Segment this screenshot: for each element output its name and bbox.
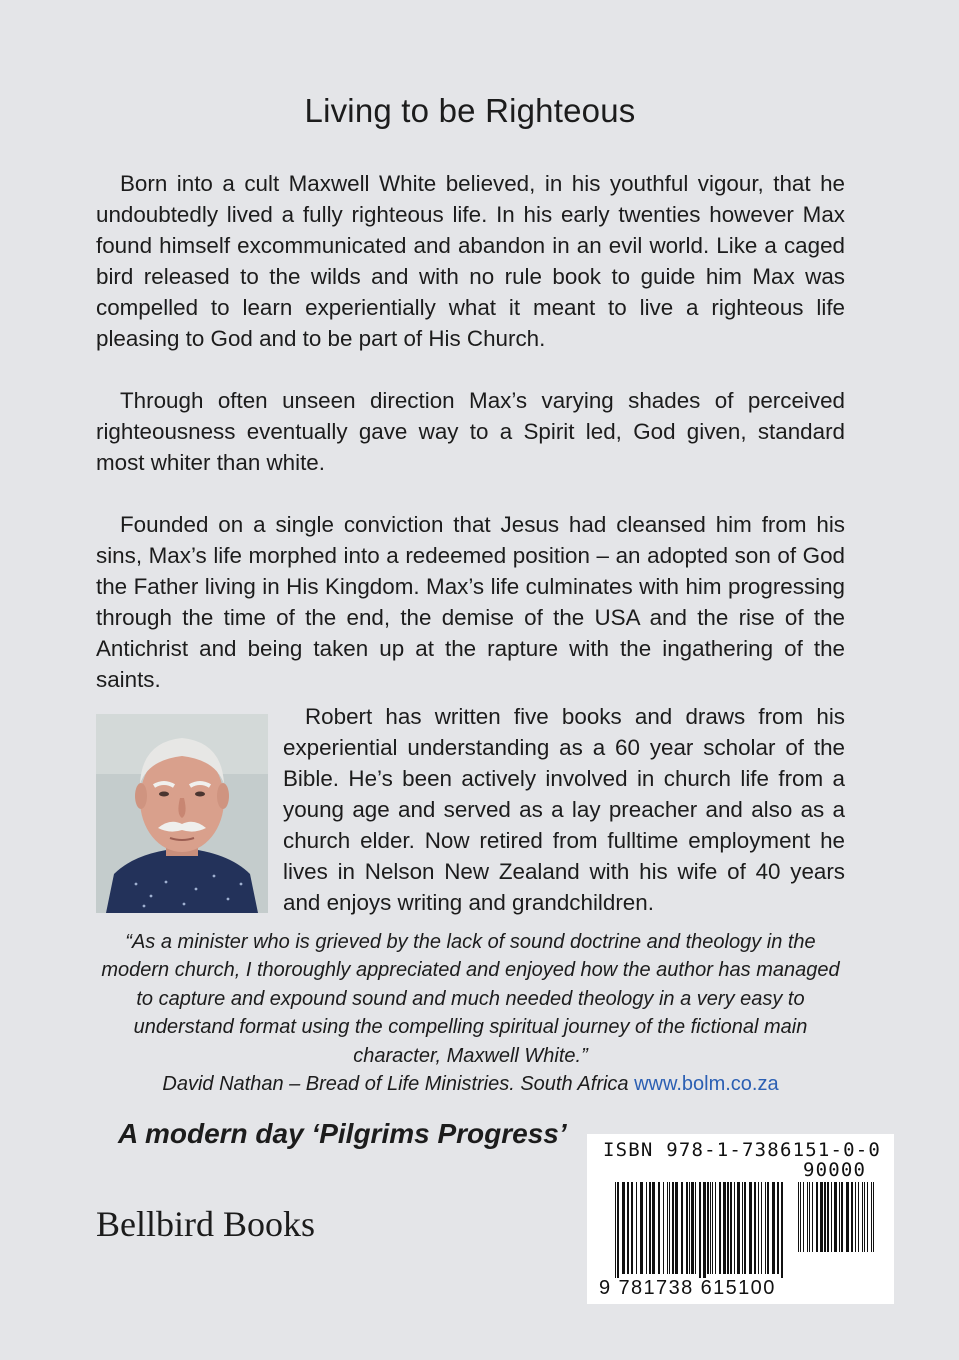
attribution-text: David Nathan – Bread of Life Ministries. South Africa bbox=[162, 1073, 635, 1095]
ean-digits: 9 781738 615100 bbox=[599, 1277, 776, 1299]
publisher-name: Bellbird Books bbox=[96, 1204, 316, 1244]
barcode-bar bbox=[867, 1182, 868, 1252]
barcode-bar bbox=[873, 1182, 874, 1252]
barcode-bar bbox=[831, 1182, 832, 1252]
barcode-bar bbox=[737, 1182, 740, 1274]
barcode-bar bbox=[744, 1182, 746, 1274]
addon-bars bbox=[798, 1182, 878, 1252]
barcode-bar bbox=[734, 1182, 735, 1274]
barcode-bar bbox=[812, 1182, 813, 1252]
barcode-bar bbox=[777, 1182, 779, 1274]
barcode-bar bbox=[703, 1182, 706, 1278]
barcode-bar bbox=[772, 1182, 775, 1274]
price-code-label: 90000 bbox=[803, 1159, 867, 1181]
barcode-bar bbox=[727, 1182, 729, 1274]
barcode-bar bbox=[681, 1182, 683, 1274]
barcode-bar bbox=[691, 1182, 694, 1274]
barcode-bar bbox=[798, 1182, 799, 1252]
barcode-bar bbox=[627, 1182, 629, 1274]
barcode-bar bbox=[855, 1182, 856, 1252]
synopsis-paragraph-1: Born into a cult Maxwell White believed, in his youthful vigour, that he undoubtedly lived a fully righteous life. In his early twenties however Max found himself excommunicated and abandon in an evil world. Like a caged bird released to the wilds and with no rule book to guide him Max was compelled to learn experientially what it meant to live a righteous life pleasing to God and to be part of His Church. bbox=[96, 171, 845, 351]
barcode-bar bbox=[658, 1182, 660, 1274]
barcode-bar bbox=[675, 1182, 678, 1274]
barcode-bar bbox=[851, 1182, 853, 1252]
barcode-bar bbox=[707, 1182, 709, 1274]
barcode-bar bbox=[765, 1182, 766, 1274]
barcode-bar bbox=[672, 1182, 674, 1274]
barcode-bar bbox=[695, 1182, 696, 1274]
barcode-bar bbox=[761, 1182, 762, 1274]
barcode-bar bbox=[839, 1182, 840, 1252]
barcode-bar bbox=[841, 1182, 843, 1252]
barcode-bar bbox=[615, 1182, 616, 1278]
barcode-bar bbox=[710, 1182, 711, 1274]
barcode-bar bbox=[689, 1182, 690, 1274]
ean-bars bbox=[615, 1182, 785, 1278]
tagline: A modern day ‘Pilgrims Progress’ bbox=[118, 1118, 567, 1149]
barcode-bar bbox=[719, 1182, 721, 1274]
author-photo bbox=[96, 714, 268, 913]
barcode-bar bbox=[871, 1182, 872, 1252]
barcode-bar bbox=[730, 1182, 732, 1274]
barcode-bar bbox=[742, 1182, 743, 1274]
barcode-bar bbox=[622, 1182, 625, 1274]
barcode-bar bbox=[767, 1182, 769, 1274]
barcode-bar bbox=[652, 1182, 655, 1274]
barcode-bar bbox=[864, 1182, 865, 1252]
barcode-bar bbox=[646, 1182, 647, 1274]
barcode-bar bbox=[824, 1182, 826, 1252]
barcode-bar bbox=[758, 1182, 759, 1274]
barcode-bar bbox=[803, 1182, 804, 1252]
endorsement-quote: “As a minister who is grieved by the lack of sound doctrine and theology in the modern church, I thoroughly appreciated and enjoyed how the author has managed to capture and expound sound and much needed theology in a very easy to understand format using the compelling spiritual journey of the fictional main character, Maxwell White.” bbox=[101, 931, 840, 1067]
synopsis-paragraph-2: Through often unseen direction Max’s varying shades of perceived righteousness eventually gave way to a Spirit led, God given, standard most whiter than white. bbox=[96, 388, 845, 475]
barcode-bar bbox=[834, 1182, 837, 1252]
barcode-bar bbox=[649, 1182, 651, 1274]
barcode-bar bbox=[827, 1182, 829, 1252]
barcode-bar bbox=[699, 1182, 701, 1278]
barcode-bar bbox=[631, 1182, 633, 1274]
endorsement-attribution bbox=[96, 1070, 845, 1098]
barcode-bar bbox=[669, 1182, 670, 1274]
barcode-bar bbox=[636, 1182, 637, 1274]
barcode-bar bbox=[640, 1182, 643, 1274]
barcode-bar bbox=[809, 1182, 810, 1252]
author-bio: Robert has written five books and draws from his experiential understanding as a 60 year scholar of the Bible. He’s been actively involved in church life from a young age and served as a lay preacher and also as a church elder. Now retired from fulltime employment he lives in Nelson New Zealand with his wife of 40 years and enjoys writing and grandchildren. bbox=[283, 704, 845, 915]
barcode-bar bbox=[800, 1182, 801, 1252]
barcode-bar bbox=[781, 1182, 783, 1278]
barcode-bar bbox=[862, 1182, 863, 1252]
barcode-bar bbox=[820, 1182, 823, 1252]
book-title: Living to be Righteous bbox=[304, 92, 636, 129]
barcode-bar bbox=[667, 1182, 668, 1274]
synopsis-paragraph-3: Founded on a single conviction that Jesus had cleansed him from his sins, Max’s life morphed into a redeemed position – an adopted son of God the Father living in His Kingdom. Max’s life culminates with him progressing through the time of the end, the demise of the USA and the rise of the Antichrist and being taken up at the rapture with the ingathering of the saints. bbox=[96, 512, 845, 692]
barcode-bar bbox=[686, 1182, 688, 1274]
barcode-bar bbox=[754, 1182, 756, 1274]
barcode-bar bbox=[723, 1182, 726, 1274]
ministry-website-link[interactable]: www.bolm.co.za bbox=[634, 1073, 779, 1095]
barcode-bar bbox=[858, 1182, 859, 1252]
isbn-label: ISBN 978-1-7386151-0-0 bbox=[603, 1139, 882, 1161]
isbn-barcode bbox=[587, 1134, 894, 1304]
barcode-bar bbox=[715, 1182, 716, 1274]
barcode-bar bbox=[846, 1182, 849, 1252]
barcode-bar bbox=[807, 1182, 808, 1252]
barcode-bar bbox=[617, 1182, 619, 1278]
barcode-bar bbox=[712, 1182, 713, 1274]
barcode-bar bbox=[816, 1182, 818, 1252]
barcode-bar bbox=[749, 1182, 752, 1274]
barcode-bar bbox=[663, 1182, 664, 1274]
